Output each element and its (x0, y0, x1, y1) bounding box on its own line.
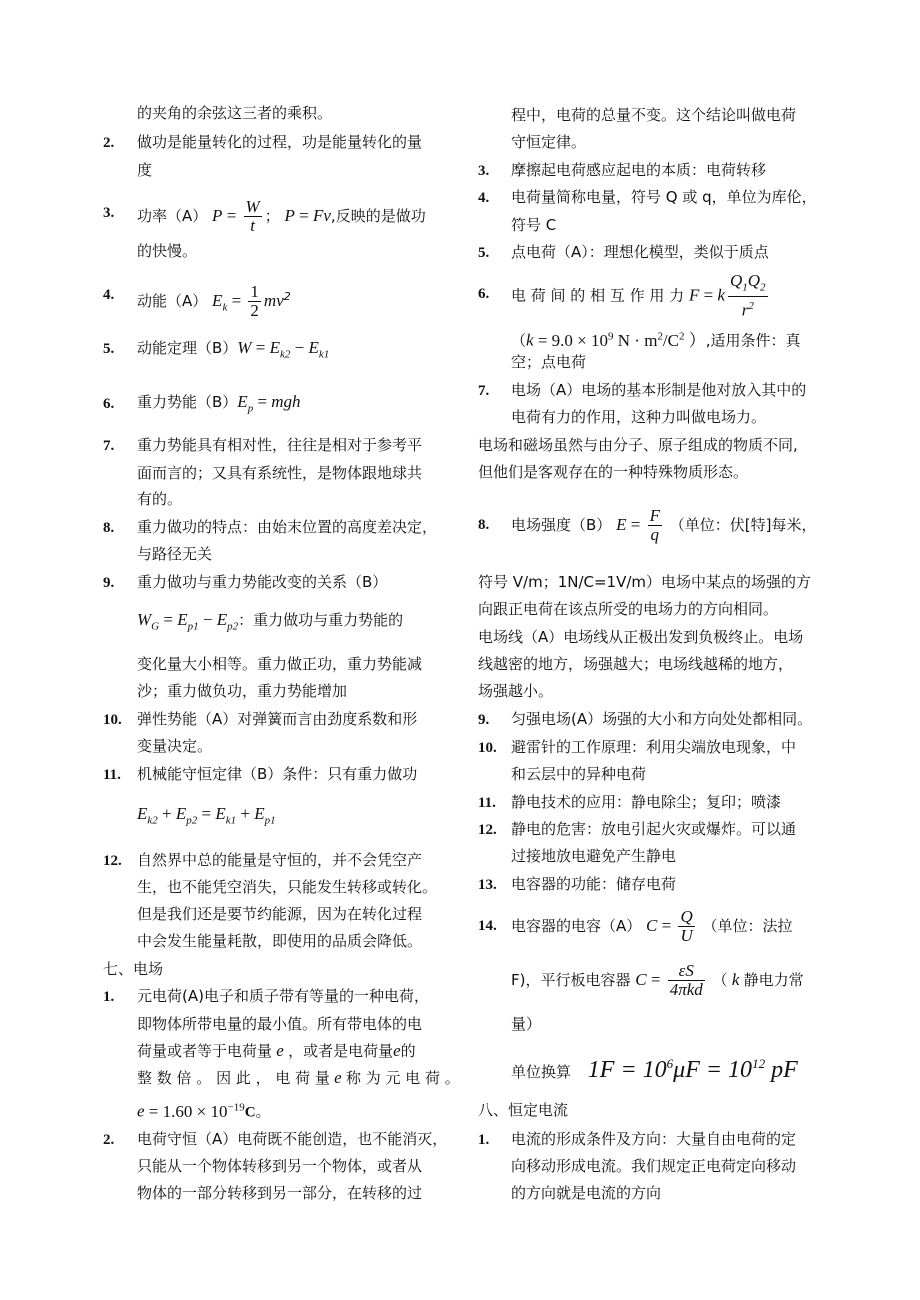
item-number: 8. (103, 520, 115, 536)
text-line: 只能从一个物体转移到另一个物体，或者从 (137, 1157, 423, 1175)
text-line: 变量决定。 (137, 737, 213, 755)
text-line: 电场和磁场虽然与由分子、原子组成的物质不同, (478, 436, 798, 454)
text-line: 向移动形成电流。我们规定正电荷定向移动 (511, 1157, 797, 1175)
text-line: 线越密的地方，场强越大；电场线越稀的地方， (478, 655, 794, 673)
item-number: 9. (103, 575, 115, 591)
text-line: 荷量或者等于电荷量 e ，或者是电荷量e的 (137, 1041, 416, 1060)
text-line: 与路径无关 (137, 545, 213, 563)
text: （ (511, 331, 527, 350)
fraction: $\frac{W}{t}$ (245, 197, 260, 235)
text: 荷量或者等于电荷量 (137, 1042, 273, 1060)
item-number: 10. (103, 712, 122, 728)
text: 重力势能（B） (137, 393, 238, 411)
item-number: 9. (478, 712, 490, 728)
text-line: 电容器的功能：储存电荷 (511, 875, 677, 893)
text: 整 数 倍 。 因 此 ， 电 荷 量 (137, 1069, 330, 1087)
text-line: 变化量大小相等。重力做正功，重力势能减 (137, 655, 423, 673)
text-line: 符号 V/m；1N/C=1V/m）电场中某点的场强的方 (478, 573, 812, 591)
text-line: 电荷有力的作用，这种力叫做电场力。 (511, 408, 767, 426)
coulomb-law-line: 电 荷 间 的 相 互 作 用 力 F = k $\frac{Q_1Q_2}{r^2}$ (511, 271, 766, 321)
text-line: 程中，电荷的总量不变。这个结论叫做电荷 (511, 106, 797, 124)
text: ：重力做功与重力势能的 (238, 611, 404, 629)
item-number: 1. (478, 1132, 490, 1148)
text-line: 符号 C (511, 216, 557, 234)
text-line: 电荷守恒（A）电荷既不能创造，也不能消灭， (137, 1130, 448, 1148)
text: 静电力常 (743, 971, 804, 989)
item-number: 3. (103, 205, 115, 221)
item-number: 4. (478, 190, 490, 206)
text: （ (712, 971, 728, 989)
text: 单位换算 (511, 1063, 572, 1081)
text-line: 自然界中总的能量是守恒的，并不会凭空产 (137, 851, 423, 869)
text-line: 静电的危害：放电引起火灾或爆炸。可以通 (511, 820, 797, 838)
item-number: 2. (103, 135, 115, 151)
text: F)，平行板电容器 (511, 971, 631, 989)
text-line: 向跟正电荷在该点所受的电场力的方向相同。 (478, 600, 779, 618)
text-line: 量） (511, 1015, 542, 1033)
parallel-plate-line: F)，平行板电容器 C = $\frac{\varepsilon S}{\text{4πkd}}$ （ k 静电力常 (511, 961, 804, 999)
item-number: 6. (103, 396, 115, 412)
item-number: 1. (103, 989, 115, 1005)
text-line: 的夹角的余弦这三者的乘积。 (137, 104, 333, 122)
text-line: 过接地放电避免产生静电 (511, 847, 677, 865)
unit-conversion-line: 单位换算 $1F = 10^6\mu F = 10^{12}$ pF (511, 1056, 798, 1083)
text-line: 面而言的；又具有系统性，是物体跟地球共 (137, 464, 423, 482)
section-heading: 八、恒定电流 (478, 1101, 569, 1119)
text: ,适用条件：真 (705, 331, 801, 350)
text-line: 电场线（A）电场线从正极出发到负极终止。电场 (478, 628, 804, 646)
text: ,反映的是做功 (330, 207, 426, 225)
item-number: 11. (478, 795, 496, 811)
unit: C (244, 1104, 256, 1121)
text-line: 但他们是客观存在的一种特殊物质形态。 (478, 463, 749, 481)
item-number: 5. (478, 245, 490, 261)
text: 动能（A） (137, 292, 208, 310)
text-line: 电场（A）电场的基本形制是他对放入其中的 (511, 381, 807, 399)
text: （单位：伏[特]每米， (669, 516, 817, 534)
text: ； (264, 207, 280, 225)
text-line: 避雷针的工作原理：利用尖端放电现象，中 (511, 738, 797, 756)
kinetic-energy-formula: 动能（A） $E_k$ = $\frac{1}{2}$ $mv^2$ (137, 282, 291, 320)
text-line: 静电技术的应用：静电除尘；复印；喷漆 (511, 793, 782, 811)
text: 的 (400, 1042, 416, 1060)
item-number: 12. (103, 853, 122, 869)
text-line: 重力做功的特点：由始末位置的高度差决定， (137, 518, 438, 536)
text-line: 的快慢。 (137, 242, 198, 260)
text: 功率（A） (137, 207, 208, 225)
text-line: 度 (137, 161, 153, 179)
potential-energy-formula: 重力势能$(B)E_p$ = mgh (137, 392, 301, 415)
text-line: 摩擦起电荷感应起电的本质：电荷转移 (511, 161, 767, 179)
capacitance-line: 电容器的电容（A） C = $\frac{Q}{U}$ （单位：法拉 (511, 907, 793, 945)
text-line: 整 数 倍 。 因 此 ， 电 荷 量 e 称 为 元 电 荷 。 (137, 1068, 460, 1087)
text-line: 物体的一部分转移到另一部分，在转移的过 (137, 1184, 423, 1202)
text: 电容器的电容（A） (511, 917, 642, 935)
item-number: 5. (103, 341, 115, 357)
item-number: 2. (103, 1132, 115, 1148)
text-line: 但是我们还是要节约能源，因为在转化过程 (137, 905, 423, 923)
item-number: 3. (478, 163, 490, 179)
text-line: 机械能守恒定律（B）条件：只有重力做功 (137, 765, 418, 783)
text: 电场强度（B） (511, 516, 612, 534)
text-line: 点电荷（A）：理想化模型，类似于质点 (511, 243, 769, 261)
text-line: 生，也不能凭空消失，只能发生转移或转化。 (137, 878, 438, 896)
text: 。 (255, 1102, 271, 1121)
item-number: 6. (478, 286, 490, 302)
item-number: 14. (478, 918, 497, 934)
text-line: 弹性势能（A）对弹簧而言由劲度系数和形 (137, 710, 418, 728)
item-number: 7. (103, 438, 115, 454)
text: 称 为 元 电 荷 。 (345, 1069, 460, 1087)
text-line: 和云层中的异种电荷 (511, 765, 647, 783)
text: 动能定理（B） (137, 339, 238, 357)
text-line: 电荷量简称电量，符号 Q 或 q，单位为库伦， (511, 188, 817, 206)
field-strength-line: 电场强度（B） E = $\frac{F}{q}$ （单位：伏[特]每米， (511, 506, 817, 544)
text-line: 匀强电场(A）场强的大小和方向处处都相同。 (511, 710, 813, 728)
mechanical-energy-formula: $E_{k2} + E_{p2} = E_{k1} + E_{p1}$ (137, 804, 276, 827)
text-line: 守恒定律。 (511, 133, 587, 151)
text-line: 重力做功与重力势能改变的关系（B） (137, 573, 388, 591)
coulomb-constant-line: （$k = 9.0 \times 10^9$ $N \cdot m^2/C^2$ ）,适用条件：真 (511, 330, 801, 350)
item-number: 8. (478, 517, 490, 533)
item-number: 11. (103, 767, 121, 783)
elementary-charge-formula: $e = 1.60 \times 10^{-19}C$。 (137, 1101, 271, 1121)
text-line: 即物体所带电量的最小值。所有带电体的电 (137, 1015, 423, 1033)
text-line: 的方向就是电流的方向 (511, 1184, 662, 1202)
section-heading: 七、电场 (103, 960, 164, 978)
item-number: 7. (478, 383, 490, 399)
text-line: 沙；重力做负功，重力势能增加 (137, 682, 348, 700)
item-number: 10. (478, 740, 497, 756)
text: ，或者是电荷量 (288, 1042, 394, 1060)
text-line: 空；点电荷 (511, 353, 587, 371)
text-line: 电流的形成条件及方向：大量自由电荷的定 (511, 1130, 797, 1148)
text-line: 重力势能具有相对性，往往是相对于参考平 (137, 436, 423, 454)
item-number: 13. (478, 877, 497, 893)
text-line: 元电荷(A)电子和质子带有等量的一种电荷， (137, 987, 429, 1005)
text-line: 场强越小。 (478, 682, 554, 700)
text: （单位：法拉 (702, 917, 793, 935)
gravity-work-formula: $W_G = E_{p1} - E_{p2}$：重力做功与重力势能的 (137, 610, 404, 633)
item-number: 12. (478, 822, 497, 838)
text: 电 荷 间 的 相 互 作 用 力 (511, 286, 685, 305)
power-formula-line: 功率（A） P = $\frac{W}{t}$ ； P = Fv,反映的是做功 (137, 197, 426, 235)
text-line: 有的。 (137, 490, 183, 508)
text-line: 做功是能量转化的过程，功是能量转化的量 (137, 133, 423, 151)
text-line: 中会发生能量耗散，即使用的品质会降低。 (137, 932, 423, 950)
work-energy-theorem: 动能定理$(B)W = E_{k2} - E_{k1}$ (137, 338, 330, 361)
item-number: 4. (103, 287, 115, 303)
